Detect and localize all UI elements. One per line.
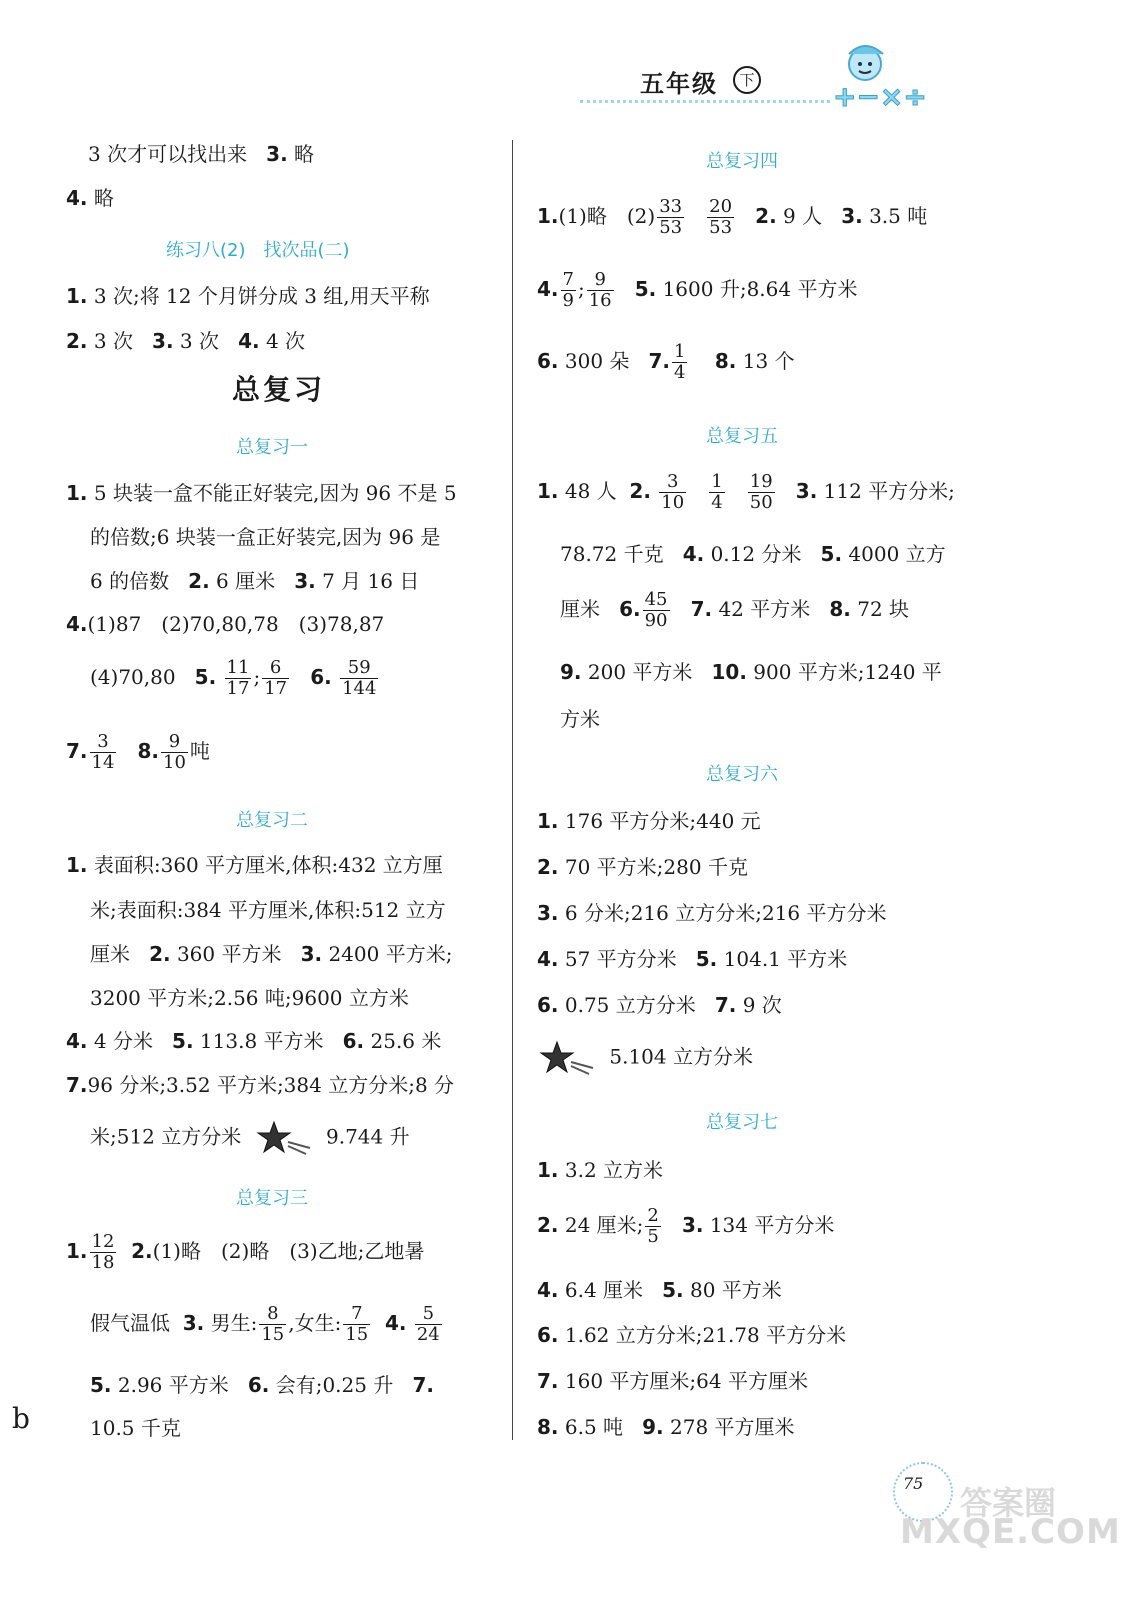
- fraction: $\frac{3}{10}$: [661, 471, 685, 513]
- answer-line: 厘米 2. 360 平方米 3. 2400 平方米;: [90, 942, 453, 966]
- answer-line: 1. 表面积:360 平方厘米,体积:432 立方厘: [66, 853, 443, 877]
- answer-line: 2. 70 平方米;280 千克: [537, 855, 748, 879]
- page-edge-mark: b: [12, 1402, 30, 1435]
- answer-line: 4.(1)87 (2)70,80,78 (3)78,87: [66, 612, 385, 636]
- answer-line: 方米: [560, 707, 600, 731]
- answer-line: (4)70,80 5. $\frac{11}{17}$ ; $\frac{6}{17}$ 6. $\frac{59}{144}$: [90, 657, 377, 699]
- answer-line: 4. 57 平方分米 5. 104.1 平方米: [537, 947, 848, 971]
- section-title: 总复习四: [706, 151, 778, 172]
- answer-line: 3200 平方米;2.56 吨;9600 立方米: [90, 986, 409, 1010]
- answer-line: 2. 24 厘米; $\frac{2}{5}$ 3. 134 平方分米: [537, 1205, 835, 1247]
- answer-line: 4. 4 分米 5. 113.8 平方米 6. 25.6 米: [66, 1029, 442, 1053]
- section-title: 总复习三: [236, 1188, 308, 1209]
- fraction: $\frac{9}{10}$: [163, 731, 186, 773]
- section-title: 总复习六: [706, 764, 778, 785]
- answer-line: 的倍数;6 块装一盒正好装完,因为 96 是: [90, 525, 441, 549]
- section-title: 总复习五: [706, 426, 778, 447]
- answer-line: 1. 176 平方分米;440 元: [537, 809, 761, 833]
- answer-line: 5. 2.96 平方米 6. 会有;0.25 升 7.: [90, 1373, 434, 1397]
- answer-line: 6 的倍数 2. 6 厘米 3. 7 月 16 日: [90, 569, 420, 593]
- answer-line: 3 次才可以找出来 3. 略: [88, 142, 315, 166]
- fraction: $\frac{2}{5}$: [647, 1205, 659, 1247]
- answer-line: 米;表面积:384 平方厘米,体积:512 立方: [90, 898, 446, 922]
- answer-line: 4. 略: [66, 186, 114, 210]
- section-title: 总复习七: [706, 1112, 778, 1133]
- answer-line: 7. $\frac{3}{14}$ 8. $\frac{9}{10}$ 吨: [66, 731, 210, 773]
- answer-line: 9. 200 平方米 10. 900 平方米;1240 平: [560, 660, 942, 684]
- answer-line: 5.104 立方分米: [537, 1038, 753, 1078]
- answer-line: 10.5 千克: [90, 1416, 181, 1440]
- fraction: $\frac{7}{15}$: [345, 1303, 369, 1345]
- fraction: $\frac{11}{17}$: [226, 657, 250, 699]
- answer-line: 6. 300 朵 7. $\frac{1}{4}$ 8. 13 个: [537, 341, 795, 383]
- section-title: 练习八(2) 找次品(二): [166, 240, 350, 261]
- svg-text:+−×÷: +−×÷: [833, 80, 927, 113]
- mascot-logo-icon: [825, 40, 955, 112]
- answer-line: 1. $\frac{12}{18}$ 2.(1)略 (2)略 (3)乙地;乙地暑: [66, 1231, 425, 1273]
- answer-line: 4. 6.4 厘米 5. 80 平方米: [537, 1278, 782, 1302]
- grade-title: 五年级: [640, 70, 718, 98]
- header-dotted-line: [580, 100, 830, 103]
- fraction: $\frac{12}{18}$: [91, 1231, 115, 1273]
- answer-line: 米;512 立方分米 9.744 升: [90, 1118, 410, 1158]
- answer-line: 6. 1.62 立方分米;21.78 平方分米: [537, 1323, 847, 1347]
- fraction: $\frac{1}{4}$: [674, 341, 686, 383]
- answer-line: 1.(1)略 (2) $\frac{33}{53}$ $\frac{20}{53}$ 2. 9 人 3. 3.5 吨: [537, 196, 928, 238]
- star-icon: [537, 1038, 597, 1078]
- fraction: $\frac{7}{9}$: [562, 269, 574, 311]
- answer-line: 假气温低 3. 男生: $\frac{8}{15}$ ,女生: $\frac{7}{15}$ 4. $\frac{5}{24}$: [90, 1303, 440, 1345]
- answer-line: 6. 0.75 立方分米 7. 9 次: [537, 993, 782, 1017]
- answer-line: 厘米 6. $\frac{45}{90}$ 7. 42 平方米 8. 72 块: [560, 589, 910, 631]
- column-divider: [512, 140, 513, 1440]
- fraction: $\frac{3}{14}$: [91, 731, 115, 773]
- fraction: $\frac{20}{53}$: [709, 196, 733, 238]
- answer-line: 1. 3 次;将 12 个月饼分成 3 组,用天平称: [66, 284, 430, 308]
- answer-line: 78.72 千克 4. 0.12 分米 5. 4000 立方: [560, 542, 946, 566]
- star-icon: [254, 1118, 314, 1158]
- fraction: $\frac{33}{53}$: [659, 196, 683, 238]
- fraction: $\frac{5}{24}$: [416, 1303, 440, 1345]
- page-number: 75: [903, 1474, 924, 1493]
- watermark-logo: 答案圈: [960, 1484, 1057, 1522]
- section-title: 总复习一: [236, 437, 308, 458]
- fraction: $\frac{8}{15}$: [261, 1303, 285, 1345]
- watermark-text: MXQE.COM: [900, 1512, 1121, 1552]
- fraction: $\frac{9}{16}$: [588, 269, 612, 311]
- answer-line: 8. 6.5 吨 9. 278 平方厘米: [537, 1415, 795, 1439]
- answer-line: 1. 5 块装一盒不能正好装完,因为 96 不是 5: [66, 481, 457, 505]
- volume-badge: 下: [733, 66, 761, 94]
- answer-line: 2. 3 次 3. 3 次 4. 4 次: [66, 329, 306, 353]
- chapter-title: 总复习: [232, 373, 326, 406]
- answer-line: 7. 160 平方厘米;64 平方厘米: [537, 1369, 808, 1393]
- fraction: $\frac{1}{4}$: [711, 471, 723, 513]
- section-title: 总复习二: [236, 810, 308, 831]
- fraction: $\frac{19}{50}$: [749, 471, 773, 513]
- answer-line: 3. 6 分米;216 立方分米;216 平方分米: [537, 901, 887, 925]
- fraction: $\frac{59}{144}$: [342, 657, 377, 699]
- answer-line: 1. 3.2 立方米: [537, 1158, 664, 1182]
- answer-line: 1. 48 人 2. $\frac{3}{10}$ $\frac{1}{4}$ $\frac{19}{50}$ 3. 112 平方分米;: [537, 471, 955, 513]
- fraction: $\frac{6}{17}$: [264, 657, 288, 699]
- answer-line: 7.96 分米;3.52 平方米;384 立方分米;8 分: [66, 1073, 455, 1097]
- fraction: $\frac{45}{90}$: [644, 589, 668, 631]
- answer-line: 4. $\frac{7}{9}$ ; $\frac{9}{16}$ 5. 1600 升;8.64 平方米: [537, 269, 858, 311]
